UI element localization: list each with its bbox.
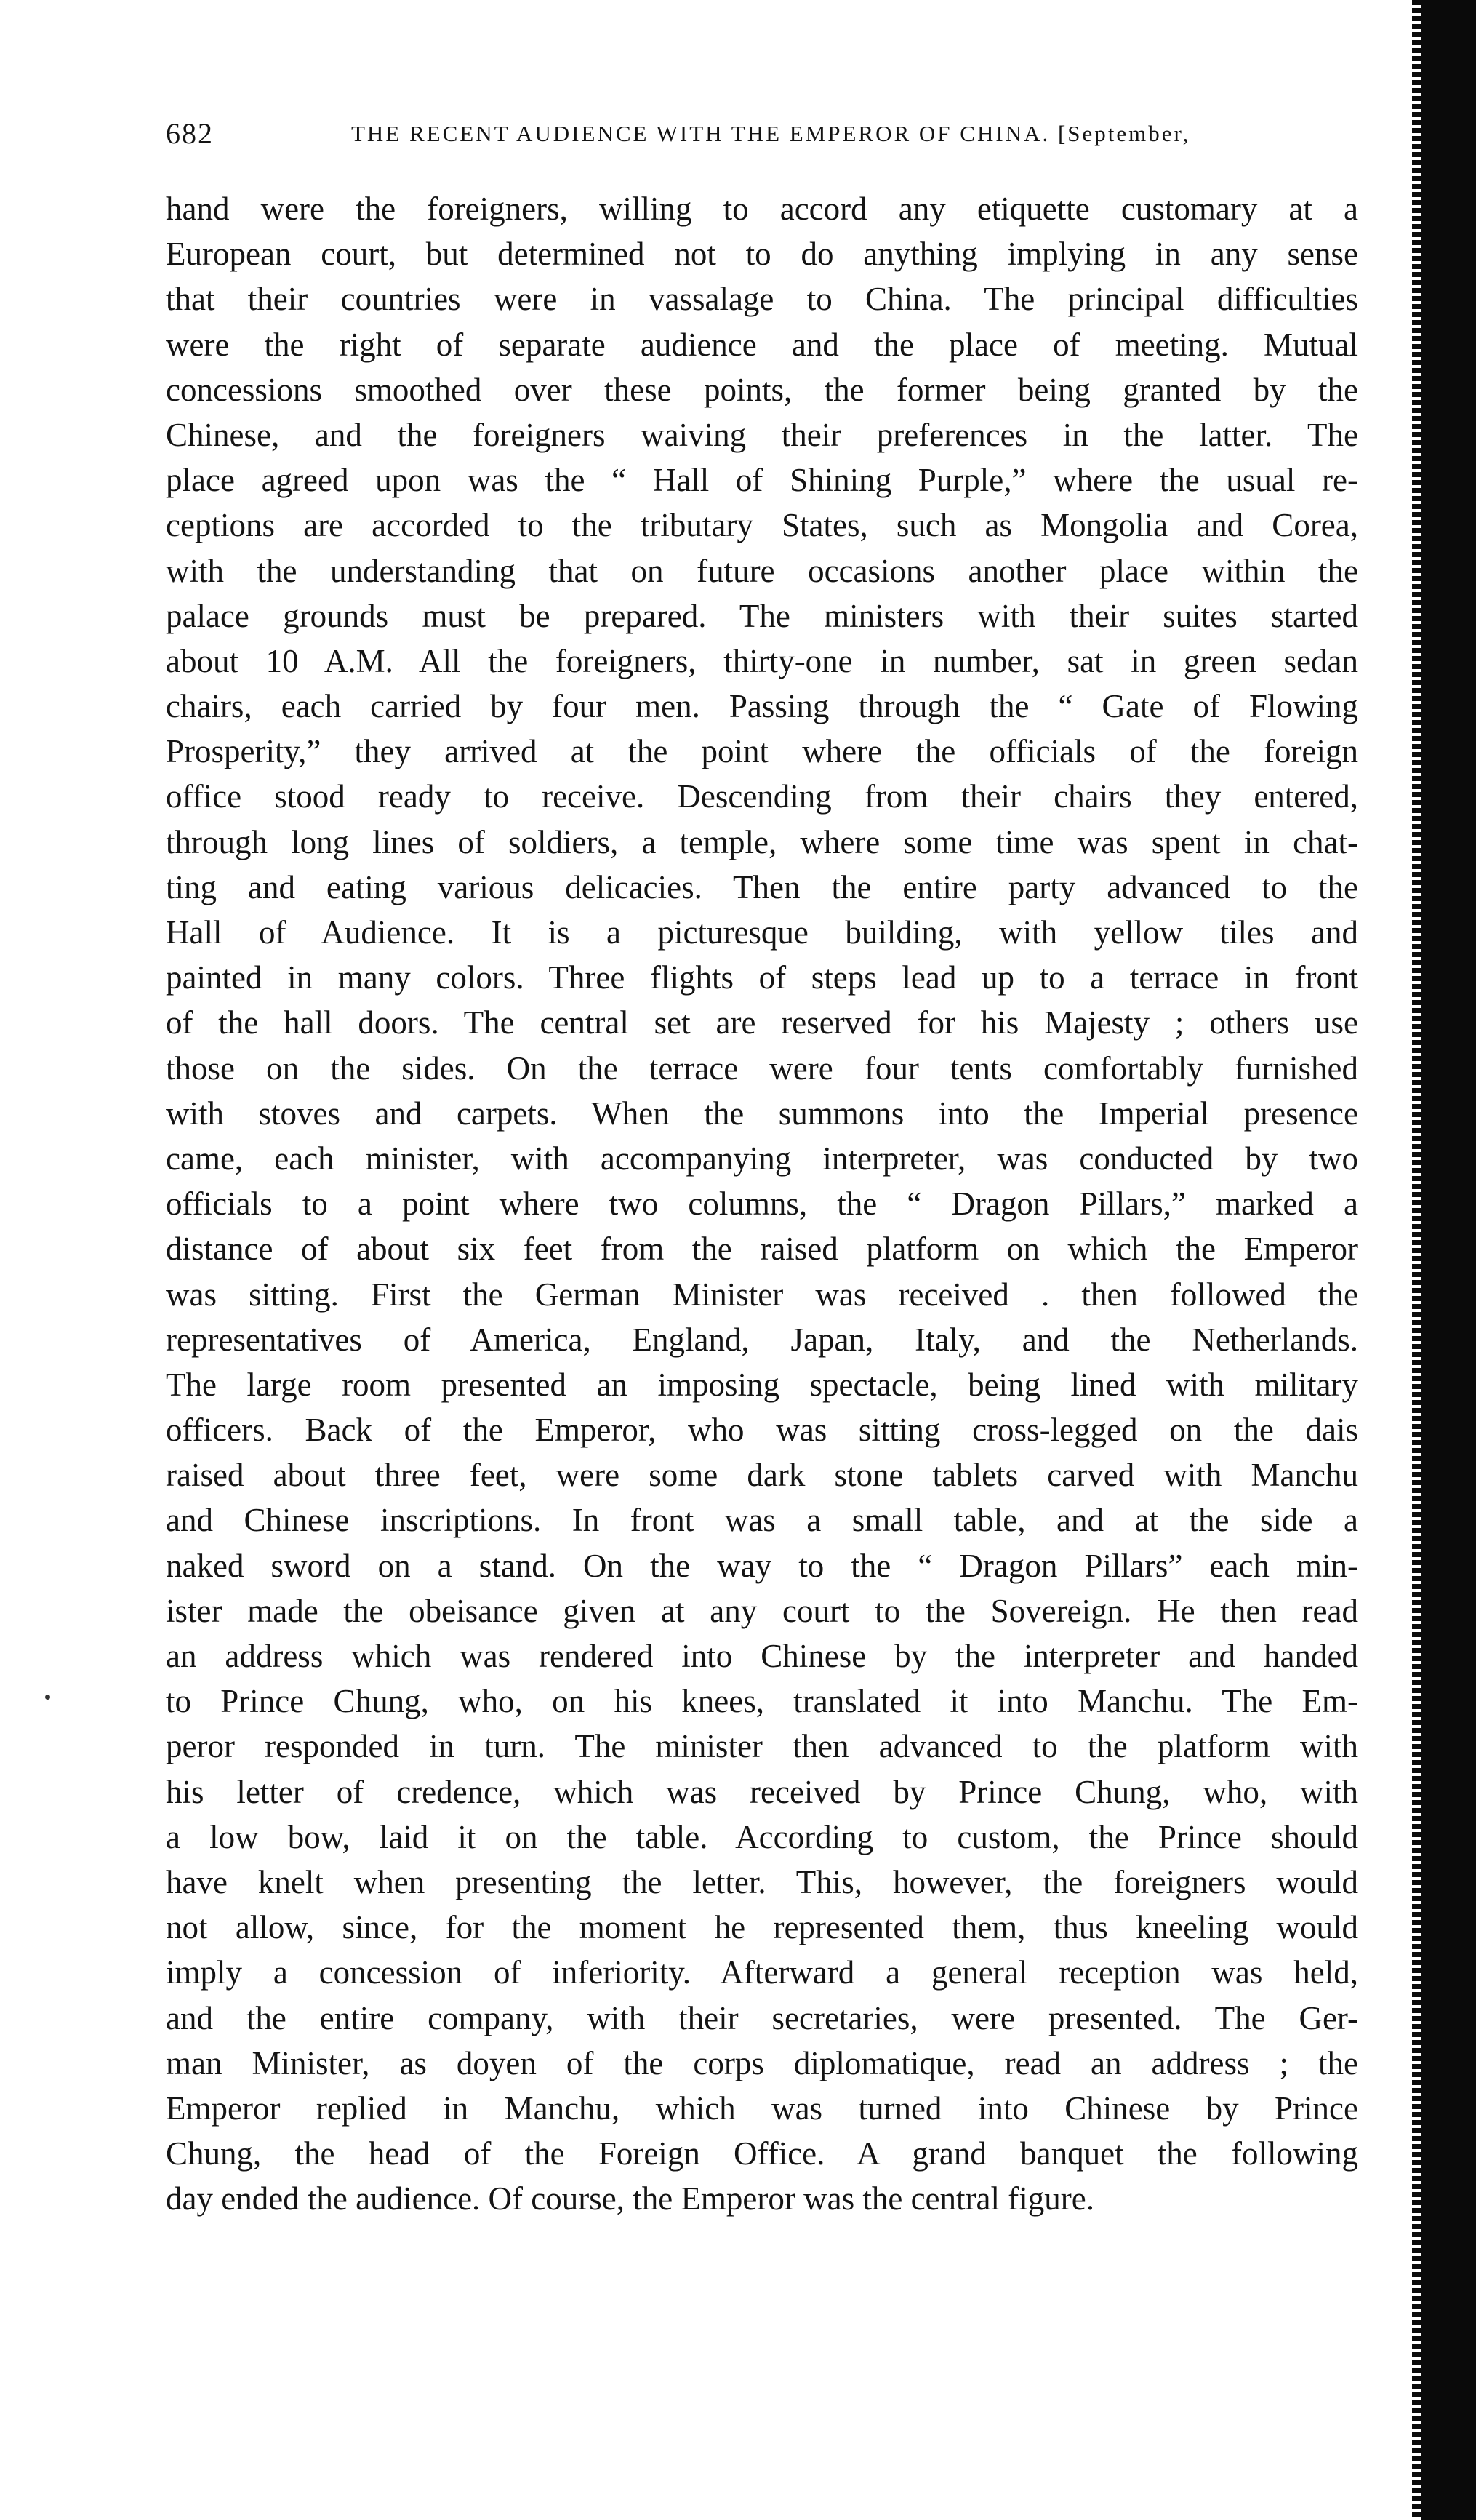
text-line: chairs, each carried by four men. Passing through the “ Gate of Flowing (166, 688, 1358, 725)
text-line: office stood ready to receive. Descending from their chairs they entered, (166, 778, 1358, 815)
text-line: man Minister, as doyen of the corps diplomatique, read an address ; the (166, 2044, 1358, 2081)
text-line: Chung, the head of the Foreign Office. A grand banquet the following (166, 2135, 1358, 2172)
text-line: European court, but determined not to do anything implying in any sense (166, 236, 1358, 273)
text-line: an address which was rendered into Chinese by the interpreter and handed (166, 1638, 1358, 1674)
text-line: place agreed upon was the “ Hall of Shining Purple,” where the usual re- (166, 462, 1358, 499)
text-line: Hall of Audience. It is a picturesque building, with yellow tiles and (166, 914, 1358, 951)
page-header (166, 109, 1358, 153)
text-line: naked sword on a stand. On the way to the “ Dragon Pillars” each min- (166, 1547, 1358, 1584)
text-line: not allow, since, for the moment he represented them, thus kneeling would (166, 1909, 1358, 1946)
text-line: with the understanding that on future occasions another place within the (166, 552, 1358, 589)
page-number: 682 (166, 117, 214, 150)
text-line: officers. Back of the Emperor, who was sitting cross-legged on the dais (166, 1412, 1358, 1449)
text-line: with stoves and carpets. When the summons into the Imperial presence (166, 1095, 1358, 1132)
text-line: representatives of America, England, Japan, Italy, and the Netherlands. (166, 1321, 1358, 1358)
text-line: a low bow, laid it on the table. According to custom, the Prince should (166, 1818, 1358, 1855)
text-line: about 10 A.M. All the foreigners, thirty-one in number, sat in green sedan (166, 642, 1358, 679)
text-line: raised about three feet, were some dark stone tablets carved with Manchu (166, 1457, 1358, 1494)
text-line: ister made the obeisance given at any court to the Sovereign. He then read (166, 1592, 1358, 1629)
text-line: Prosperity,” they arrived at the point where the officials of the foreign (166, 733, 1358, 770)
text-line: were the right of separate audience and the place of meeting. Mutual (166, 326, 1358, 363)
text-line: and the entire company, with their secretaries, were presented. The Ger- (166, 1999, 1358, 2036)
text-line: The large room presented an imposing spectacle, being lined with military (166, 1366, 1358, 1403)
text-line: hand were the foreigners, willing to accord any etiquette customary at a (166, 191, 1358, 227)
text-line: peror responded in turn. The minister then advanced to the platform with (166, 1728, 1358, 1765)
text-line: day ended the audience. Of course, the Emperor was the central figure. (166, 2180, 1094, 2217)
text-line: was sitting. First the German Minister was received . then followed the (166, 1276, 1358, 1313)
text-line: that their countries were in vassalage to China. The principal difficulties (166, 281, 1358, 318)
text-line: Emperor replied in Manchu, which was turned into Chinese by Prince (166, 2089, 1358, 2127)
text-line: through long lines of soldiers, a temple, where some time was spent in chat- (166, 823, 1358, 860)
text-line: and Chinese inscriptions. In front was a small table, and at the side a (166, 1502, 1358, 1539)
text-line: to Prince Chung, who, on his knees, translated it into Manchu. The Em- (166, 1683, 1358, 1720)
text-line: of the hall doors. The central set are reserved for his Majesty ; others use (166, 1004, 1358, 1041)
text-line: ceptions are accorded to the tributary States, such as Mongolia and Corea, (166, 507, 1358, 544)
text-line: his letter of credence, which was received by Prince Chung, who, with (166, 1773, 1358, 1810)
margin-speck (45, 1695, 50, 1700)
text-line: Chinese, and the foreigners waiving their preferences in the latter. The (166, 416, 1358, 453)
article-body (166, 186, 1358, 2221)
text-line: have knelt when presenting the letter. This, however, the foreigners would (166, 1863, 1358, 1900)
text-line: those on the sides. On the terrace were four tents comfortably furnished (166, 1049, 1358, 1087)
text-line: painted in many colors. Three flights of steps lead up to a terrace in front (166, 959, 1358, 996)
text-line: ting and eating various delicacies. Then the entire party advanced to the (166, 868, 1358, 905)
text-line: officials to a point where two columns, the “ Dragon Pillars,” marked a (166, 1185, 1358, 1223)
text-line: distance of about six feet from the raised platform on which the Emperor (166, 1231, 1358, 1268)
text-line: came, each minister, with accompanying interpreter, was conducted by two (166, 1140, 1358, 1177)
page-binding-edge (1419, 0, 1476, 2520)
text-line: palace grounds must be prepared. The ministers with their suites started (166, 597, 1358, 634)
text-line: concessions smoothed over these points, the former being granted by the (166, 371, 1358, 408)
text-line: imply a concession of inferiority. Afterward a general reception was held, (166, 1954, 1358, 1991)
running-title: THE RECENT AUDIENCE WITH THE EMPEROR OF CHINA. [September, (351, 121, 1191, 146)
